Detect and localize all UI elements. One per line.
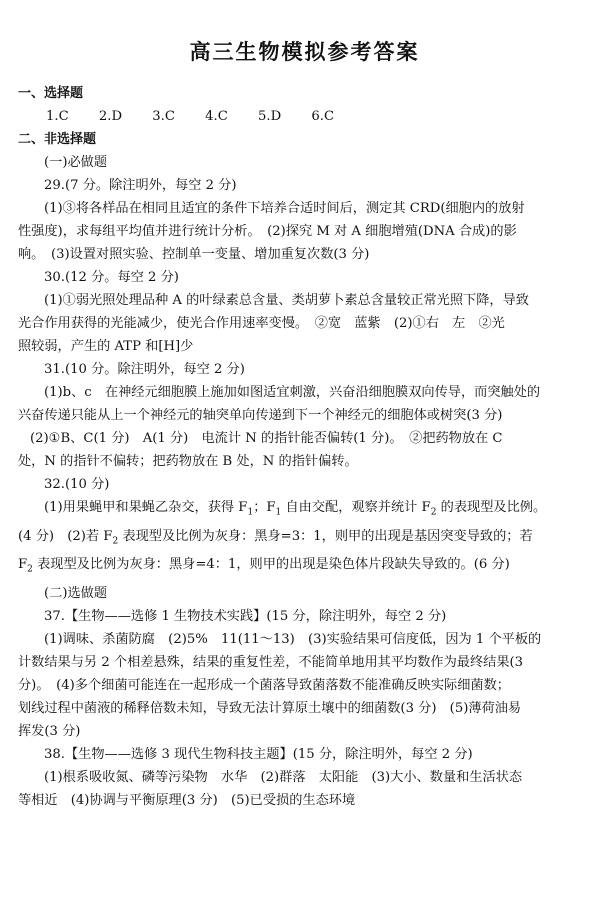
- q31-line-3: (2)①B、C(1 分) A(1 分) 电流计 N 的指针能否偏转(1 分)。 ②把药物放在 C: [30, 431, 503, 446]
- q30-header: 30.(12 分。每空 2 分): [44, 270, 179, 285]
- q31-line-2: 兴奋传递只能从上一个神经元的轴突单向传递到下一个神经元的细胞体或树突(3 分): [18, 408, 503, 423]
- q32-sub-c: 2: [430, 507, 437, 518]
- q32-text-e: (4 分) (2)若 F: [18, 528, 113, 544]
- q29-line-1: (1)③将各样品在相同且适宜的条件下培养合适时间后，测定其 CRD(细胞内的放射: [44, 201, 525, 216]
- q32-sub-b: 1: [275, 507, 282, 518]
- q30-line-2: 光合作用获得的光能减少，使光合作用速率变慢。 ②宽 蓝紫 (2)①右 左 ②光: [18, 316, 505, 331]
- q38-line-2: 等相近 (4)协调与平衡原理(3 分) (5)已受损的生态环境: [18, 792, 356, 808]
- q32-header: 32.(10 分): [44, 477, 110, 492]
- answer-2: 2.D: [98, 109, 123, 124]
- q37-line-3: 分)。 (4)多个细菌可能连在一起形成一个菌落导致菌落数不能准确反映实际细菌数；: [18, 677, 510, 693]
- q32-text-h: 表现型及比例为灰身：黑身=4：1，则甲的出现是染色体片段缺失导致的。(6 分): [32, 557, 510, 573]
- q30-line-1: (1)①弱光照处理品种 A 的叶绿素总含量、类胡萝卜素总含量较正常光照下降，导致: [44, 293, 529, 308]
- answer-1: 1.C: [46, 109, 69, 124]
- answer-5: 5.D: [258, 109, 282, 124]
- q31-line-1: (1)b、c 在神经元细胞膜上施加如图适宜刺激，兴奋沿细胞膜双向传导，而突触处的: [44, 385, 541, 400]
- section-choice-heading: 一、选择题: [18, 86, 84, 101]
- q32-text-g: F: [18, 557, 28, 573]
- q32-text-c: 自由交配，观察并统计 F: [281, 500, 431, 515]
- answer-3: 3.C: [152, 109, 175, 124]
- q29-header: 29.(7 分。除注明外，每空 2 分): [44, 178, 237, 193]
- q32-line-2: [18, 525, 591, 554]
- q32-sub-e: 2: [27, 564, 33, 575]
- choice-answers: [18, 105, 591, 128]
- q37-line-1: (1)调味、杀菌防腐 (2)5% 11(11～13) (3)实验结果可信度低，因为 1 个平板的: [44, 631, 542, 647]
- q31-line-4: 处，N 的指针不偏转；把药物放在 B 处，N 的指针偏转。: [18, 454, 358, 469]
- q32-line-3: [18, 553, 591, 582]
- answer-4: 4.C: [205, 109, 228, 124]
- q32-sub-d: 2: [112, 536, 119, 547]
- q38-header: 38.【生物——选修 3 现代生物科技主题】(15 分，除注明外，每空 2 分): [44, 746, 473, 762]
- section-nonchoice-heading: 二、非选择题: [18, 132, 97, 147]
- q37-line-2: 计数结果与另 2 个相差悬殊，结果的重复性差，不能简单地用其平均数作为最终结果(3: [18, 654, 524, 670]
- q37-header: 37.【生物——选修 1 生物技术实践】(15 分，除注明外，每空 2 分): [44, 608, 447, 624]
- q31-header: 31.(10 分。除注明外，每空 2 分): [44, 362, 245, 377]
- page-title: 高三生物模拟参考答案: [189, 40, 420, 64]
- q32-line-1: [18, 496, 591, 525]
- optional-heading: (二)选做题: [44, 585, 108, 601]
- q37-line-5: 挥发(3 分): [18, 723, 81, 739]
- q32-text-f: 表现型及比例为灰身：黑身=3：1，则甲的出现是基因突变导致的；若: [118, 528, 533, 544]
- q29-line-2: 性强度)，求每组平均值并进行统计分析。 (2)探究 M 对 A 细胞增殖(DNA 合成)的影: [18, 224, 517, 239]
- q32-sub-a: 1: [247, 507, 254, 518]
- required-heading: (一)必做题: [44, 155, 108, 170]
- q29-line-3: 响。 (3)设置对照实验、控制单一变量、增加重复次数(3 分): [18, 247, 370, 262]
- answer-6: 6.C: [311, 109, 335, 124]
- q32-text-a: (1)用果蝇甲和果蝇乙杂交，获得 F: [44, 500, 248, 515]
- q32-text-d: 的表现型及比例。: [436, 500, 547, 515]
- q32-text-b: ；F: [253, 500, 276, 515]
- q30-line-3: 照较弱，产生的 ATP 和[H]少: [18, 339, 194, 354]
- q37-line-4: 划线过程中菌液的稀释倍数未知，导致无法计算原土壤中的细菌数(3 分) (5)薄荷油易: [18, 700, 522, 716]
- q38-line-1: (1)根系吸收氮、磷等污染物 水华 (2)群落 太阳能 (3)大小、数量和生活状态: [44, 769, 523, 785]
